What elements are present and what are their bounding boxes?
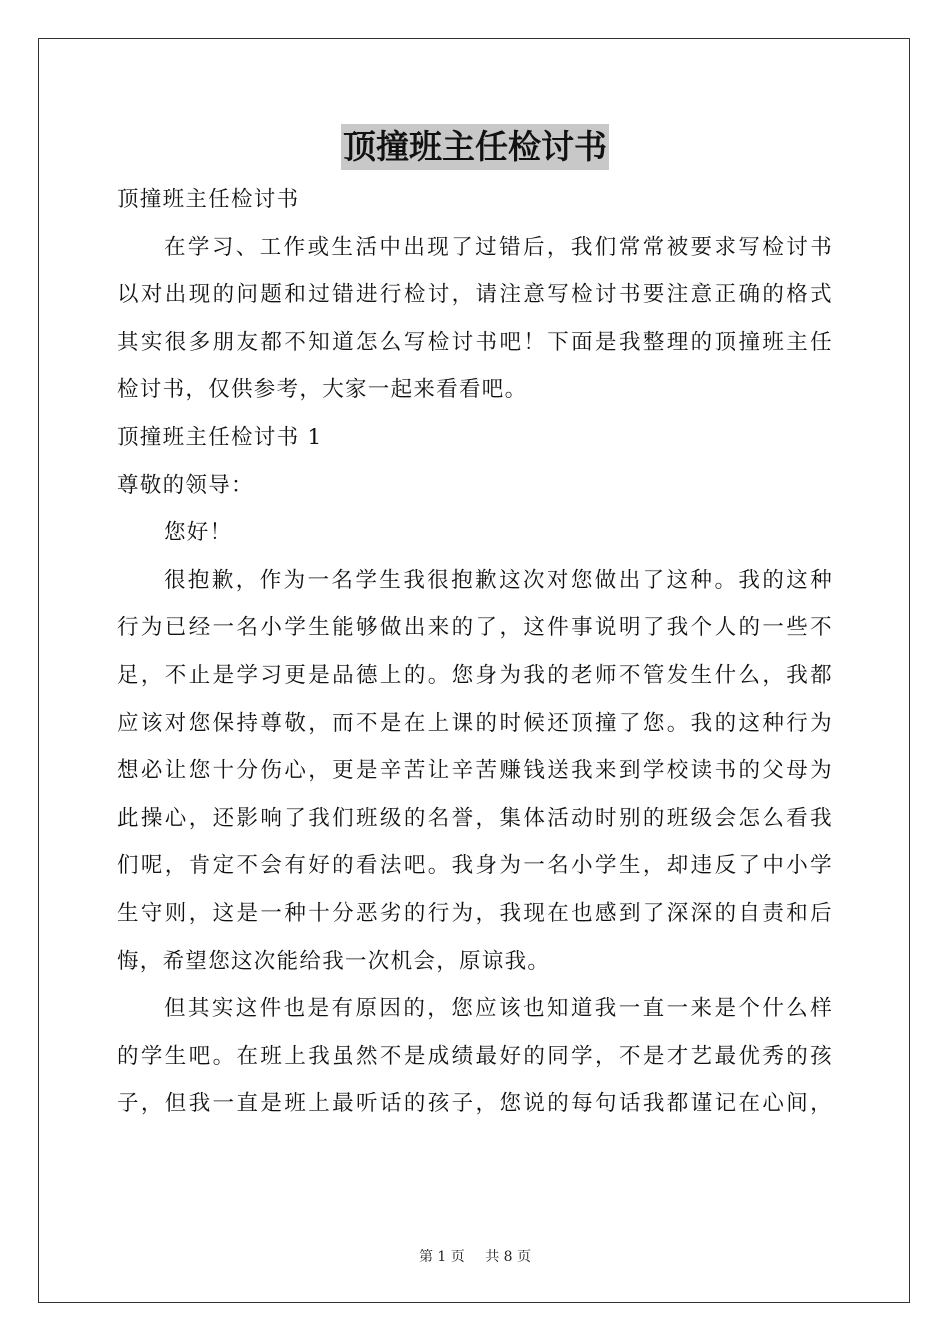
paragraph-line: 在学习、工作或生活中出现了过错后，我们常常被要求写检讨书	[164, 234, 833, 260]
page-footer	[0, 1246, 950, 1266]
paragraph-line: 以对出现的问题和过错进行检讨，请注意写检讨书要注意正确的格式	[117, 282, 833, 308]
title-container	[0, 124, 950, 170]
paragraph-line: 其实很多朋友都不知道怎么写检讨书吧！下面是我整理的顶撞班主任	[117, 329, 833, 355]
paragraph-line: 生守则，这是一种十分恶劣的行为，我现在也感到了深深的自责和后	[117, 900, 833, 926]
paragraph-line: 足，不止是学习更是品德上的。您身为我的老师不管发生什么，我都	[117, 662, 833, 688]
paragraph-line: 的学生吧。在班上我虽然不是成绩最好的同学，不是才艺最优秀的孩	[117, 1043, 833, 1069]
paragraph-line: 检讨书，仅供参考，大家一起来看看吧。	[117, 377, 528, 403]
paragraph-line: 悔，希望您这次能给我一次机会，原谅我。	[117, 948, 551, 974]
subtitle-line: 顶撞班主任检讨书	[117, 187, 300, 212]
document-body	[117, 176, 833, 1128]
paragraph-line: 但其实这件也是有原因的，您应该也知道我一直一来是个什么样	[164, 996, 833, 1022]
section-heading: 顶撞班主任检讨书 1	[117, 424, 323, 450]
paragraph-line: 们呢，肯定不会有好的看法吧。我身为一名小学生，却违反了中小学	[117, 853, 833, 879]
salutation-line: 尊敬的领导：	[117, 472, 254, 498]
greeting-line: 您好！	[164, 520, 233, 546]
paragraph-line: 应该对您保持尊敬，而不是在上课的时候还顶撞了您。我的这种行为	[117, 710, 833, 736]
document-title: 顶撞班主任检讨书	[341, 124, 609, 170]
paragraph-line: 子，但我一直是班上最听话的孩子，您说的每句话我都谨记在心间，	[117, 1091, 833, 1117]
paragraph-line: 很抱歉，作为一名学生我很抱歉这次对您做出了这种。我的这种	[164, 567, 833, 593]
page-number-current: 第 1 页	[418, 1249, 465, 1265]
paragraph-line: 想必让您十分伤心，更是辛苦让辛苦赚钱送我来到学校读书的父母为	[117, 758, 833, 784]
paragraph-line: 此操心，还影响了我们班级的名誉，集体活动时别的班级会怎么看我	[117, 805, 833, 831]
paragraph-line: 行为已经一名小学生能够做出来的了，这件事说明了我个人的一些不	[117, 615, 833, 641]
page-number-total: 共 8 页	[485, 1249, 532, 1265]
